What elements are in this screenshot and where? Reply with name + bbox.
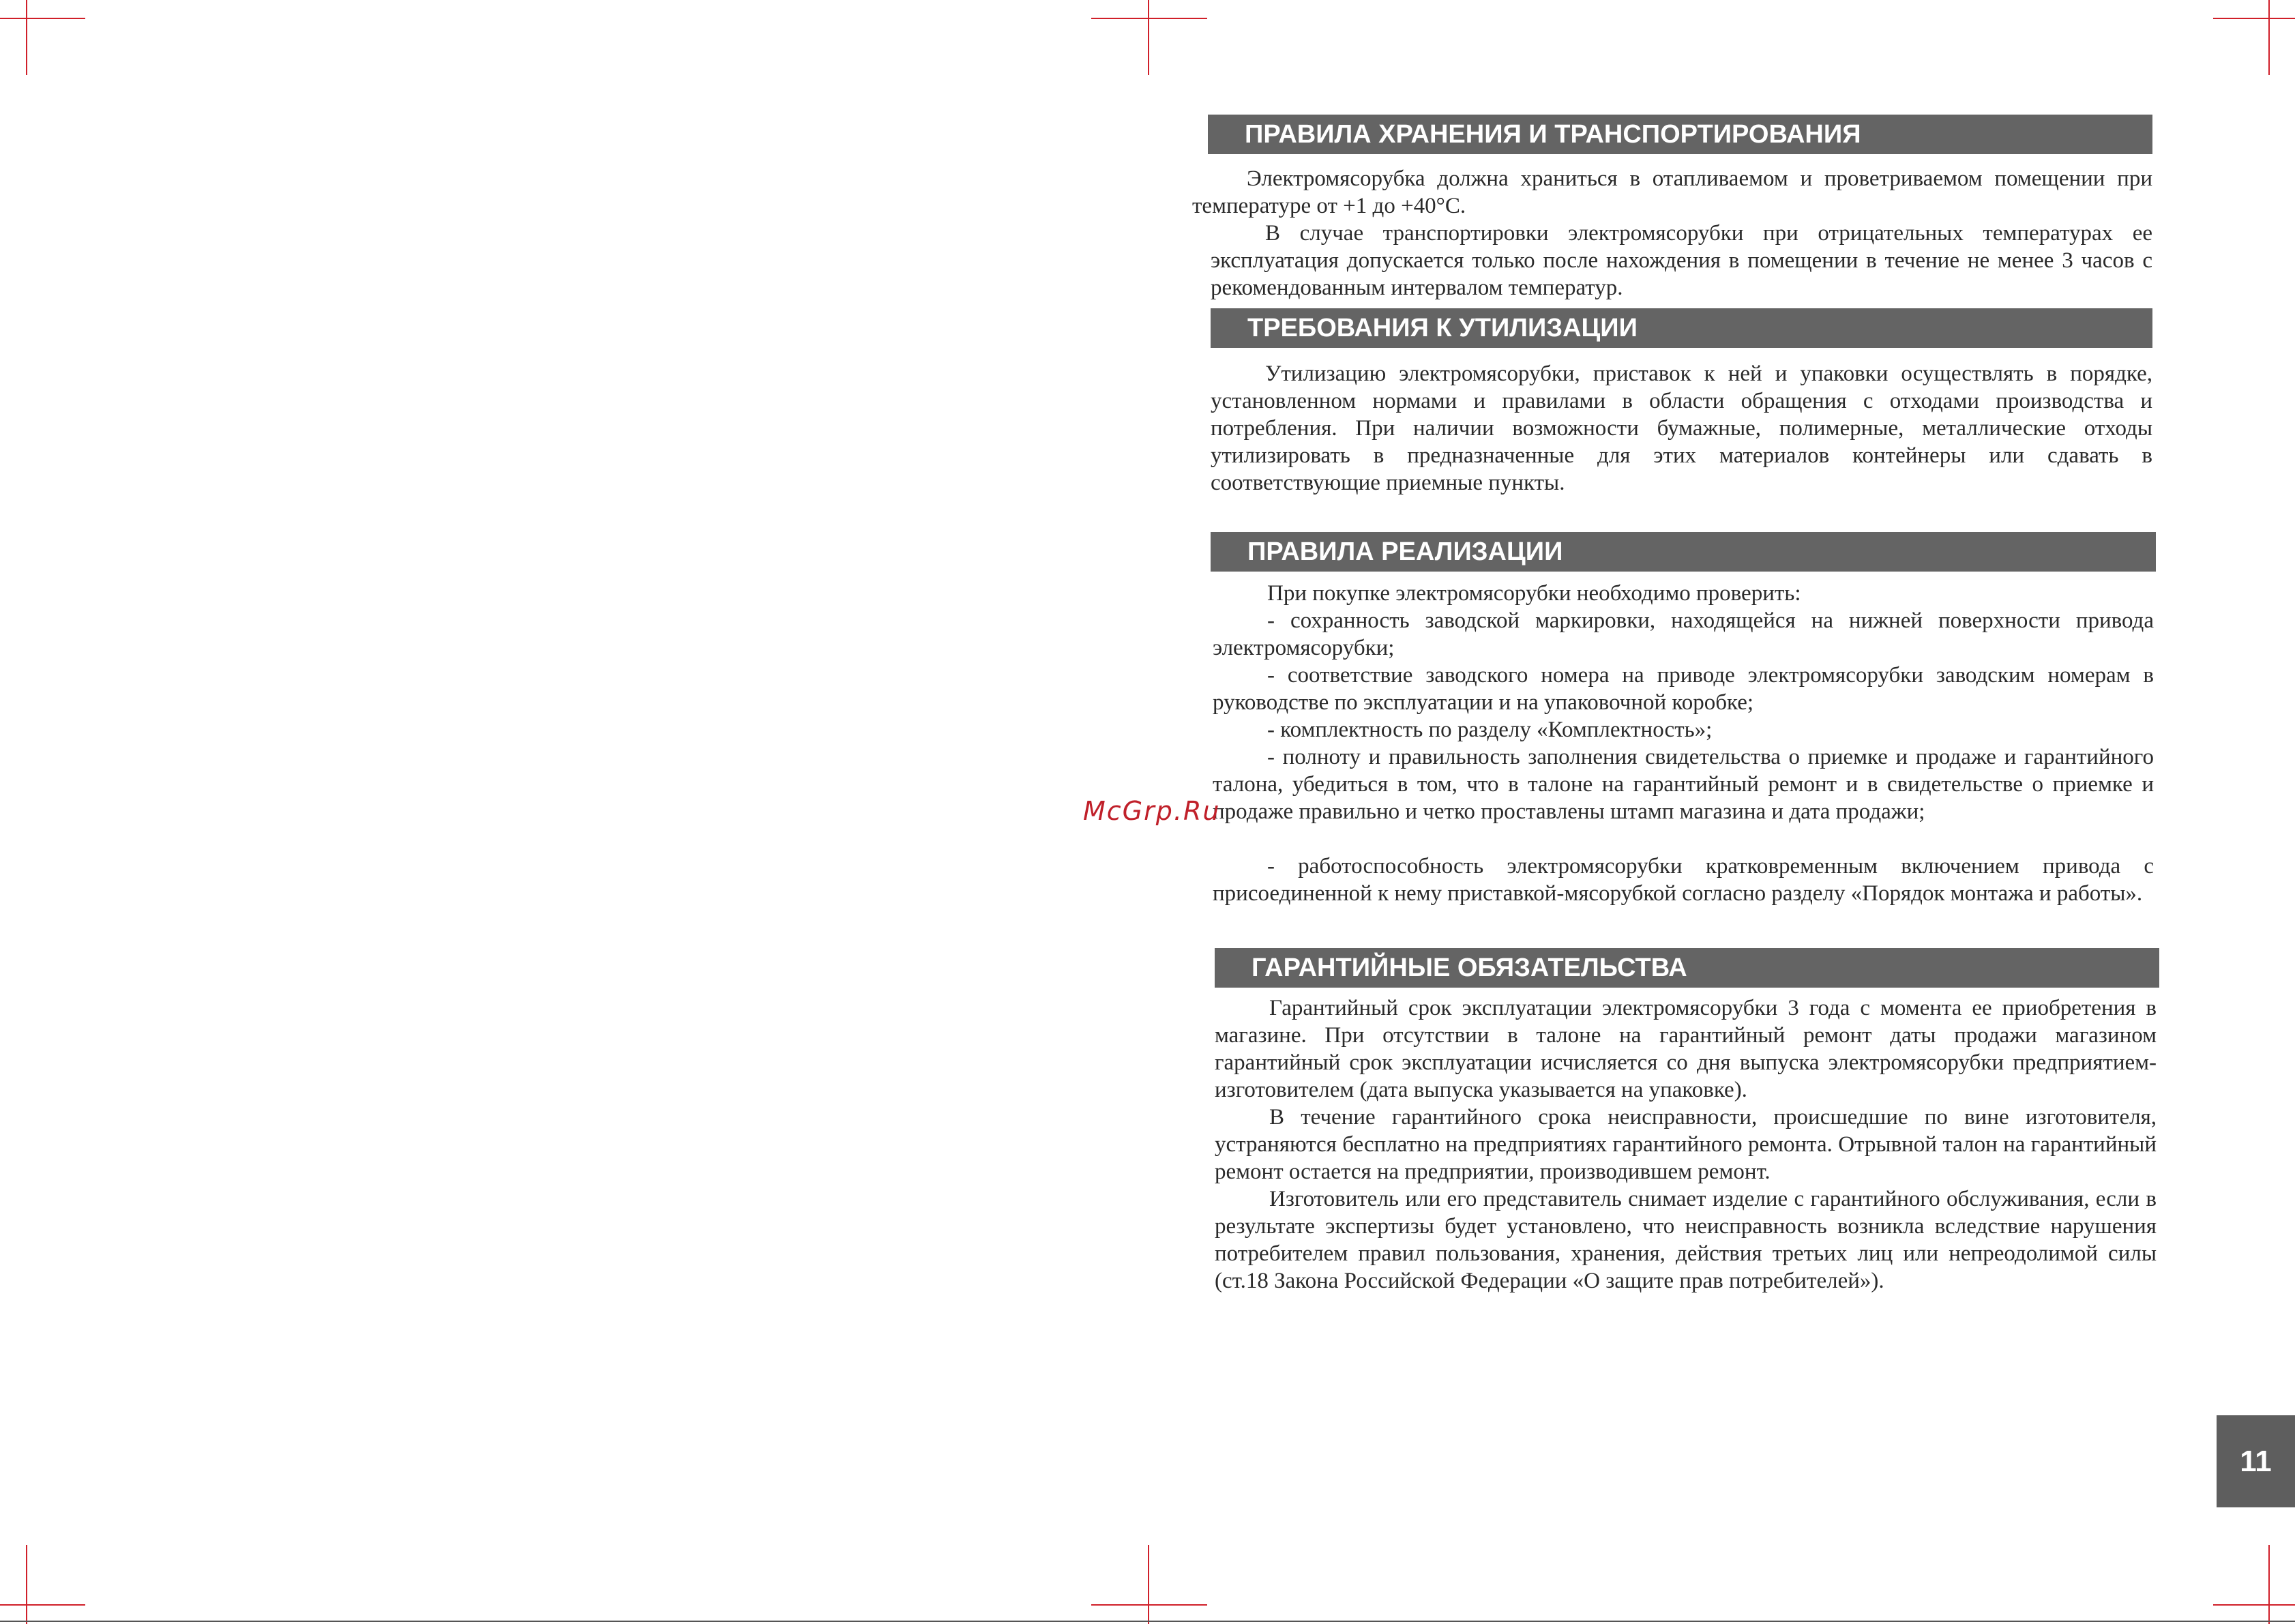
paragraph: Гарантийный срок эксплуатации электромясорубки 3 года с момента ее приобретения в магазине. При отсутствии в талоне на гарантийный ремонт даты продажи магазином гарантийный срок эксплуатации исчисляется со дня выпуска электромясорубки предприятием-изготовителем (дата выпуска указывается на упаковке).	[1215, 996, 2157, 1102]
crop-mark	[1148, 1545, 1149, 1624]
paragraph: Утилизацию электромясорубки, приставок к ней и упаковки осуществлять в порядке, установленном нормами и правилами в области обращения с отходами производства и потребления. При наличии возможности бумажные, полимерные, металлические отходы утилизировать в предназначенные для этих материалов контейнеры или сдавать в соответствующие приемные пункты.	[1211, 361, 2152, 495]
paragraph: - сохранность заводской маркировки, находящейся на нижней поверхности привода электромясорубки;	[1213, 608, 2154, 660]
page-number: 11	[2217, 1415, 2295, 1507]
crop-mark	[2268, 0, 2270, 75]
paragraph: Электромясорубка должна храниться в отапливаемом и проветриваемом помещении при температуре от +1 до +40°С.	[1192, 166, 2152, 218]
crop-mark	[1091, 1604, 1207, 1606]
paragraph: - комплектность по разделу «Комплектность»;	[1267, 718, 1713, 742]
section-header-sales: ПРАВИЛА РЕАЛИЗАЦИИ	[1211, 532, 2156, 572]
paragraph: В случае транспортировки электромясорубки при отрицательных температурах ее эксплуатация допускается только после нахождения в помещении в течение не менее 3 часов с рекомендованным интервалом температур.	[1211, 221, 2152, 300]
paragraph: - соответствие заводского номера на приводе электромясорубки заводским номерам в руководстве по эксплуатации и на упаковочной коробке;	[1213, 663, 2154, 715]
watermark: McGrp.Ru	[1083, 796, 1221, 826]
crop-mark	[2213, 18, 2295, 19]
paragraph: - полноту и правильность заполнения свидетельства о приемке и продаже и гарантийного талона, убедиться в том, что в талоне на гарантийный ремонт и в свидетельстве о приемке и продаже правильно и четко проставлены штамп магазина и дата продажи;	[1213, 745, 2154, 824]
paragraph: Изготовитель или его представитель снимает изделие с гарантийного обслуживания, если в результате экспертизы будет установлено, что неисправность возникла вследствие нарушения потребителем правил пользования, хранения, действия третьих лиц или непреодолимой силы (ст.18 Закона Российской Федерации «О защите прав потребителей»).	[1215, 1187, 2157, 1293]
crop-mark	[2268, 1545, 2270, 1624]
crop-mark	[2213, 1604, 2295, 1606]
paragraph: - работоспособность электромясорубки кратковременным включением привода с присоединенной к нему приставкой-мясорубкой согласно разделу «Порядок монтажа и работы».	[1213, 854, 2154, 906]
section-header-disposal: ТРЕБОВАНИЯ К УТИЛИЗАЦИИ	[1211, 308, 2152, 348]
page-bottom-rule	[0, 1621, 2295, 1622]
crop-mark	[26, 0, 27, 75]
crop-mark	[1148, 0, 1149, 75]
crop-mark	[0, 1604, 85, 1606]
section-header-storage: ПРАВИЛА ХРАНЕНИЯ И ТРАНСПОРТИРОВАНИЯ	[1208, 115, 2152, 154]
crop-mark	[0, 18, 85, 19]
crop-mark	[1091, 18, 1207, 19]
crop-mark	[26, 1545, 27, 1624]
paragraph: При покупке электромясорубки необходимо проверить:	[1267, 581, 1801, 606]
paragraph: В течение гарантийного срока неисправности, происшедшие по вине изготовителя, устраняются бесплатно на предприятиях гарантийного ремонта. Отрывной талон на гарантийный ремонт остается на предприятии, производившем ремонт.	[1215, 1105, 2157, 1184]
section-header-warranty: ГАРАНТИЙНЫЕ ОБЯЗАТЕЛЬСТВА	[1215, 948, 2159, 988]
